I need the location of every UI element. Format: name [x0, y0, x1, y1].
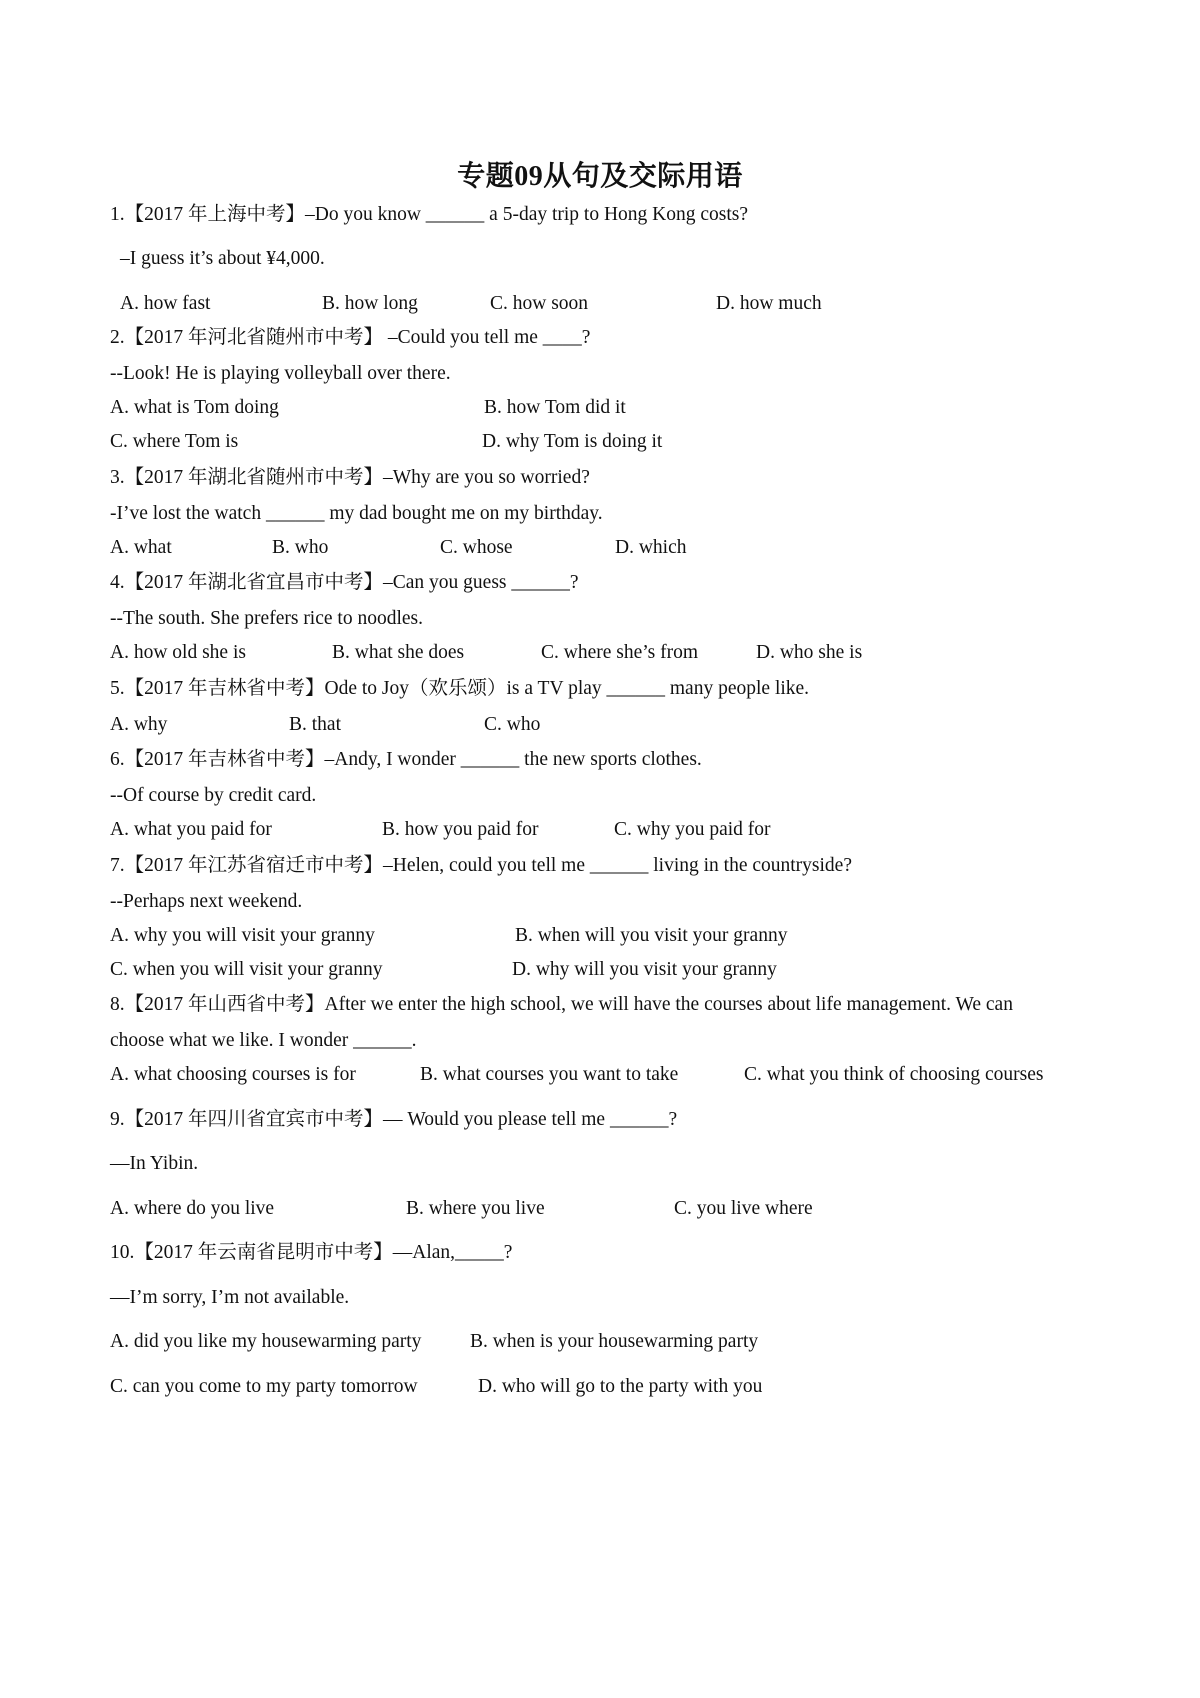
question-6-option-c: C. why you paid for — [614, 819, 771, 840]
question-10-option-b: B. when is your housewarming party — [470, 1331, 759, 1352]
question-4-option-b: B. what she does — [332, 642, 465, 663]
question-1-reply: –I guess it’s about ¥4,000. — [120, 248, 325, 269]
question-3-option-b: B. who — [272, 537, 329, 558]
question-7-option-c: C. when you will visit your granny — [110, 959, 383, 980]
question-6-reply: --Of course by credit card. — [110, 785, 317, 806]
question-8-stem: 8.【2017 年山西省中考】After we enter the high school, we will have the courses about life management. We can — [110, 994, 1013, 1015]
question-9-option-b: B. where you live — [406, 1198, 545, 1219]
question-6-option-a: A. what you paid for — [110, 819, 272, 840]
question-8-option-b: B. what courses you want to take — [420, 1064, 679, 1085]
question-10-reply: —I’m sorry, I’m not available. — [110, 1287, 350, 1308]
question-7-option-a: A. why you will visit your granny — [110, 925, 375, 946]
question-3-stem: 3.【2017 年湖北省随州市中考】–Why are you so worried? — [110, 467, 590, 488]
question-2-option-b: B. how Tom did it — [484, 397, 626, 418]
question-7-stem: 7.【2017 年江苏省宿迁市中考】–Helen, could you tell me ______ living in the countryside? — [110, 855, 852, 876]
question-2-option-d: D. why Tom is doing it — [482, 431, 663, 452]
question-2-reply: --Look! He is playing volleyball over there. — [110, 363, 451, 384]
question-8-stem-continued: choose what we like. I wonder ______. — [110, 1030, 417, 1051]
question-7-option-d: D. why will you visit your granny — [512, 959, 777, 980]
question-4-option-a: A. how old she is — [110, 642, 246, 663]
question-7-option-b: B. when will you visit your granny — [515, 925, 788, 946]
question-10-option-c: C. can you come to my party tomorrow — [110, 1376, 418, 1397]
page-title: 专题09从句及交际用语 — [457, 161, 743, 192]
question-8-option-a: A. what choosing courses is for — [110, 1064, 356, 1085]
question-10-option-a: A. did you like my housewarming party — [110, 1331, 422, 1352]
question-2-stem: 2.【2017 年河北省随州市中考】 –Could you tell me ____? — [110, 327, 591, 348]
question-4-reply: --The south. She prefers rice to noodles. — [110, 608, 423, 629]
question-5-option-a: A. why — [110, 714, 168, 735]
question-1-option-d: D. how much — [716, 293, 822, 314]
question-4-option-d: D. who she is — [756, 642, 863, 663]
question-4-stem: 4.【2017 年湖北省宜昌市中考】–Can you guess ______? — [110, 572, 579, 593]
question-1-option-b: B. how long — [322, 293, 418, 314]
question-10-stem: 10.【2017 年云南省昆明市中考】—Alan,_____? — [110, 1242, 513, 1263]
question-5-stem: 5.【2017 年吉林省中考】Ode to Joy（欢乐颂）is a TV play ______ many people like. — [110, 678, 810, 699]
question-3-option-c: C. whose — [440, 537, 513, 558]
question-8-option-c: C. what you think of choosing courses — [744, 1064, 1044, 1085]
question-2-option-c: C. where Tom is — [110, 431, 239, 452]
question-2-option-a: A. what is Tom doing — [110, 397, 279, 418]
question-1-option-a: A. how fast — [120, 293, 211, 314]
question-10-option-d: D. who will go to the party with you — [478, 1376, 763, 1397]
question-1-stem: 1.【2017 年上海中考】–Do you know ______ a 5-day trip to Hong Kong costs? — [110, 204, 749, 225]
question-9-reply: —In Yibin. — [110, 1153, 199, 1174]
question-1-option-c: C. how soon — [490, 293, 589, 314]
question-3-option-d: D. which — [615, 537, 687, 558]
question-3-reply: -I’ve lost the watch ______ my dad bought me on my birthday. — [110, 503, 603, 524]
question-4-option-c: C. where she’s from — [541, 642, 699, 663]
question-5-option-b: B. that — [289, 714, 341, 735]
question-7-reply: --Perhaps next weekend. — [110, 891, 303, 912]
question-6-stem: 6.【2017 年吉林省中考】–Andy, I wonder ______ the new sports clothes. — [110, 749, 702, 770]
question-3-option-a: A. what — [110, 537, 172, 558]
question-9-option-a: A. where do you live — [110, 1198, 275, 1219]
question-6-option-b: B. how you paid for — [382, 819, 539, 840]
question-5-option-c: C. who — [484, 714, 541, 735]
question-9-stem: 9.【2017 年四川省宜宾市中考】— Would you please tell me ______? — [110, 1109, 678, 1130]
question-9-option-c: C. you live where — [674, 1198, 813, 1219]
